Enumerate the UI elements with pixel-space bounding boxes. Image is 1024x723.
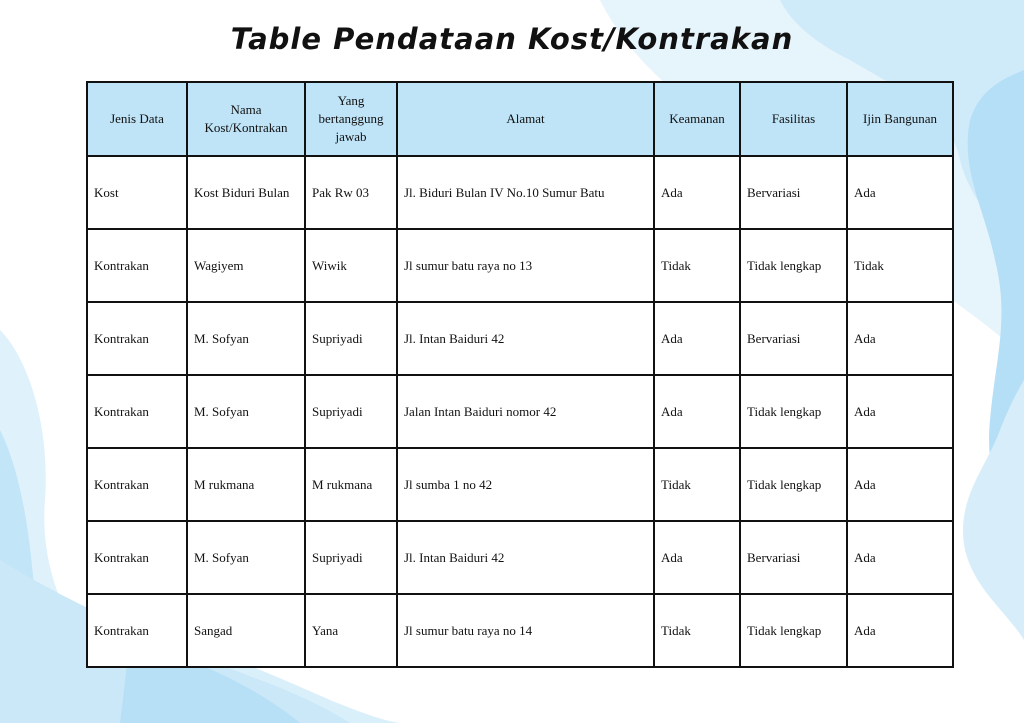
table-cell: Jl sumba 1 no 42 [397,448,654,521]
table-cell: Ada [847,448,953,521]
table-cell: Tidak lengkap [740,229,847,302]
table-cell: M. Sofyan [187,521,305,594]
table-cell: Ada [847,521,953,594]
table-cell: M. Sofyan [187,375,305,448]
table-cell: Tidak [847,229,953,302]
table-cell: Sangad [187,594,305,667]
data-table [86,81,954,668]
header-cell: Fasilitas [740,82,847,156]
table-cell: Kost [87,156,187,229]
header-cell: Yang bertanggung jawab [305,82,397,156]
table-cell: Kost Biduri Bulan [187,156,305,229]
table-row [87,156,953,229]
table-cell: Supriyadi [305,521,397,594]
header-cell: Nama Kost/Kontrakan [187,82,305,156]
table-cell: Tidak [654,229,740,302]
table-header-row [87,82,953,156]
table-cell: Bervariasi [740,521,847,594]
table-cell: Jalan Intan Baiduri nomor 42 [397,375,654,448]
table-cell: Bervariasi [740,302,847,375]
header-cell: Jenis Data [87,82,187,156]
table-cell: Wiwik [305,229,397,302]
table-cell: Ada [847,302,953,375]
table-cell: Kontrakan [87,521,187,594]
table-cell: Tidak lengkap [740,448,847,521]
table-row [87,521,953,594]
table-cell: Kontrakan [87,375,187,448]
table-cell: Ada [654,156,740,229]
table-cell: Supriyadi [305,375,397,448]
page-title: Table Pendataan Kost/Kontrakan [230,22,794,56]
table-cell: Yana [305,594,397,667]
table-cell: Pak Rw 03 [305,156,397,229]
table-cell: Ada [654,302,740,375]
header-cell: Ijin Bangunan [847,82,953,156]
header-cell: Alamat [397,82,654,156]
table-cell: Tidak [654,448,740,521]
table-cell: Jl sumur batu raya no 14 [397,594,654,667]
table-cell: Jl. Intan Baiduri 42 [397,521,654,594]
table-cell: Bervariasi [740,156,847,229]
table-cell: Ada [847,156,953,229]
table-cell: Ada [847,375,953,448]
table-cell: Ada [654,375,740,448]
table-cell: M rukmana [187,448,305,521]
table-cell: Jl. Biduri Bulan IV No.10 Sumur Batu [397,156,654,229]
table-cell: M. Sofyan [187,302,305,375]
table-row [87,302,953,375]
table-cell: Kontrakan [87,229,187,302]
table-cell: Kontrakan [87,594,187,667]
table-cell: Kontrakan [87,302,187,375]
header-cell: Keamanan [654,82,740,156]
table-cell: Ada [654,521,740,594]
table-cell: Supriyadi [305,302,397,375]
table-cell: Jl. Intan Baiduri 42 [397,302,654,375]
table-row [87,375,953,448]
table-cell: Jl sumur batu raya no 13 [397,229,654,302]
table-row [87,448,953,521]
table-cell: M rukmana [305,448,397,521]
table-row [87,594,953,667]
table-cell: Tidak lengkap [740,594,847,667]
table-cell: Ada [847,594,953,667]
table-cell: Tidak [654,594,740,667]
table-cell: Wagiyem [187,229,305,302]
table-cell: Kontrakan [87,448,187,521]
table-row [87,229,953,302]
table-cell: Tidak lengkap [740,375,847,448]
